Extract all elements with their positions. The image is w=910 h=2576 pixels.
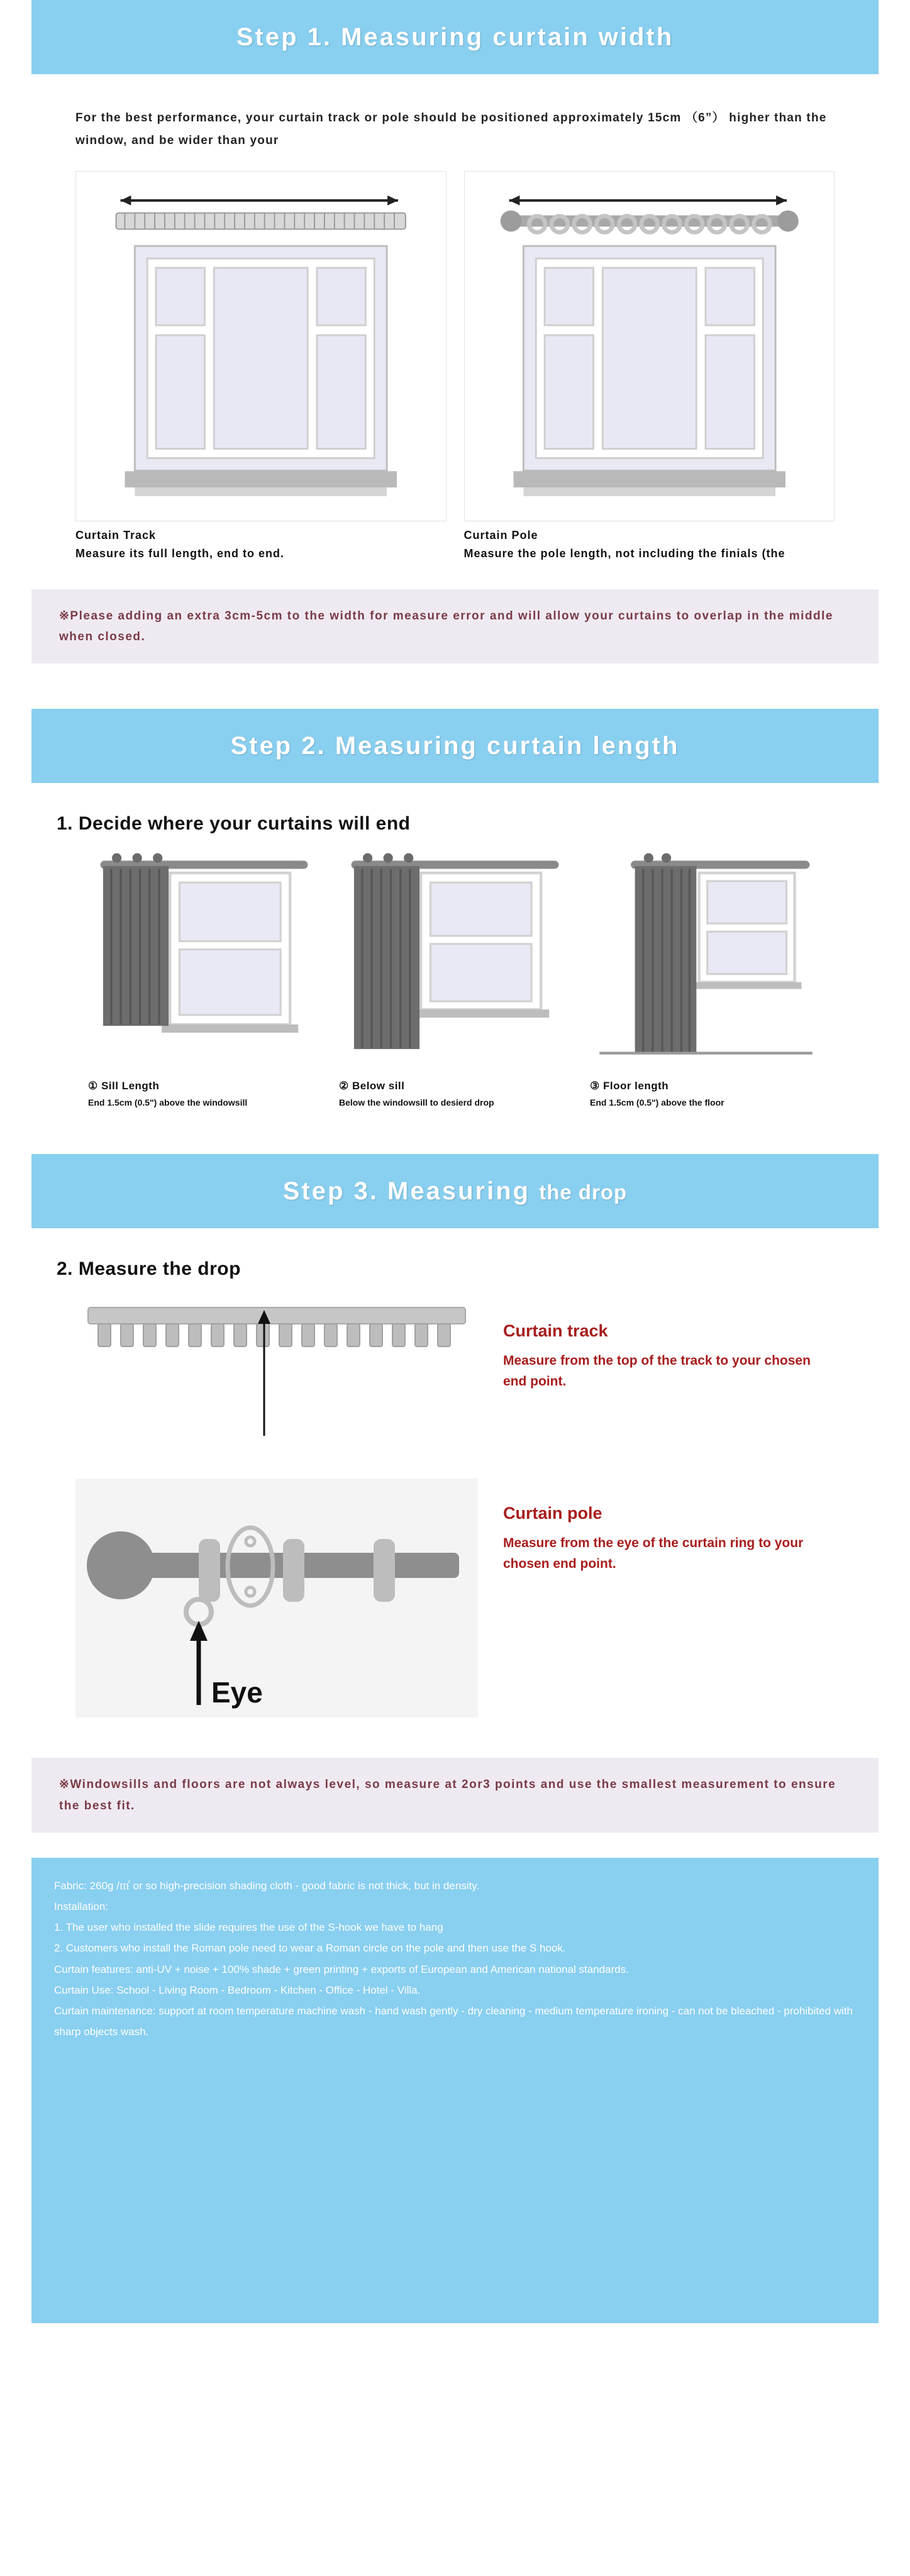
detail-line-maintenance: Curtain maintenance: support at room temperature machine wash - hand wash gently - dry cleaning - medium temperature ironing - can not be bleached - prohibited with sharp objects wash. (54, 2004, 853, 2038)
option-below-sill-title: ② Below sill (339, 1080, 405, 1092)
step3-banner-label (283, 1177, 627, 1206)
pole-drop-description: Measure from the eye of the curtain ring to your chosen end point. (503, 1536, 804, 1571)
curtain-pole-illustration (475, 180, 824, 511)
option-sill-length-title: ① Sill Length (88, 1080, 160, 1092)
curtain-pole-figure (464, 171, 835, 521)
below-sill-illustration (339, 848, 571, 1074)
detail-line-fabric: Fabric: 260g /㎡ or so high-precision shading cloth - good fabric is not thick, but in density. (54, 1879, 480, 1892)
detail-line-installation: Installation: (54, 1901, 108, 1913)
option-sill-length (88, 848, 320, 1109)
bottom-spacer (0, 2323, 910, 2348)
track-drop-text-block (503, 1296, 835, 1392)
curtain-pole-caption-text: Measure the pole length, not including the finials (the (463, 547, 785, 560)
spacer-step1-step2 (0, 663, 910, 709)
step1-banner (31, 0, 879, 74)
step1-figures (0, 171, 910, 521)
track-drop-heading: Curtain track (503, 1321, 608, 1341)
measure-pole-drop-row (0, 1479, 910, 1718)
curtain-length-options (0, 848, 910, 1109)
detail-line-install-2: 2. Customers who install the Roman pole need to wear a Roman circle on the pole and then use the S hook. (54, 1942, 566, 1955)
step3-subtitle: 2. Measure the drop (57, 1258, 241, 1280)
curtain-pole-caption-title: Curtain Pole (463, 528, 538, 541)
curtain-track-caption-title: Curtain Track (75, 528, 157, 541)
curtain-pole-caption (464, 526, 835, 563)
pole-drop-text-block (503, 1479, 835, 1574)
floor-length-illustration (590, 848, 822, 1074)
track-drop-figure (75, 1296, 478, 1441)
curtain-track-illustration (86, 180, 435, 511)
detail-line-install-1: 1. The user who installed the slide requires the use of the S-hook we have to hang (54, 1921, 443, 1934)
product-details-block (31, 1858, 879, 2323)
footer-note: ※Windowsills and floors are not always level, so measure at 2or3 points and use the smallest measurement to ensure the best fit. (31, 1758, 879, 1833)
step1-banner-label: Step 1. Measuring curtain width (236, 23, 674, 51)
step2-banner (31, 709, 879, 783)
option-sill-length-sub: End 1.5cm (0.5") above the windowsill (88, 1097, 248, 1108)
sill-length-illustration (88, 848, 320, 1074)
step3-banner (31, 1154, 879, 1228)
step2-banner-label: Step 2. Measuring curtain length (230, 731, 680, 760)
step2-subtitle: 1. Decide where your curtains will end (57, 813, 411, 835)
pole-drop-illustration (75, 1479, 478, 1718)
option-floor-length (590, 848, 822, 1109)
detail-line-use: Curtain Use: School - Living Room - Bedroom - Kitchen - Office - Hotel - Villa. (54, 1984, 421, 1996)
step3-banner-main: Step 3. Measuring (282, 1177, 531, 1205)
track-drop-description: Measure from the top of the track to your chosen end point. (503, 1353, 811, 1389)
option-floor-length-sub: End 1.5cm (0.5") above the floor (590, 1097, 724, 1108)
spacer-step2-step3 (0, 1109, 910, 1154)
pole-drop-heading: Curtain pole (503, 1504, 602, 1523)
step3-banner-small: the drop (539, 1180, 628, 1204)
step1-intro-text: For the best performance, your curtain track or pole should be positioned approximately 15cm （6”） higher than the window, and be wider than your (75, 111, 827, 148)
curtain-track-caption (75, 526, 447, 563)
detail-line-features: Curtain features: anti-UV + noise + 100% shade + green printing + exports of European and American national standards. (54, 1963, 629, 1975)
pole-drop-figure (75, 1479, 478, 1718)
option-below-sill (339, 848, 571, 1109)
step1-captions (0, 521, 910, 563)
measure-track-drop-row (0, 1296, 910, 1441)
curtain-track-caption-text: Measure its full length, end to end. (75, 547, 285, 560)
option-below-sill-sub: Below the windowsill to desierd drop (339, 1097, 494, 1108)
option-floor-length-title: ③ Floor length (590, 1080, 669, 1092)
track-drop-illustration (75, 1296, 478, 1441)
curtain-track-figure (75, 171, 447, 521)
eye-label: Eye (211, 1676, 263, 1709)
step1-note: ※Please adding an extra 3cm-5cm to the width for measure error and will allow your curtains to overlap in the middle when closed. (31, 589, 879, 664)
